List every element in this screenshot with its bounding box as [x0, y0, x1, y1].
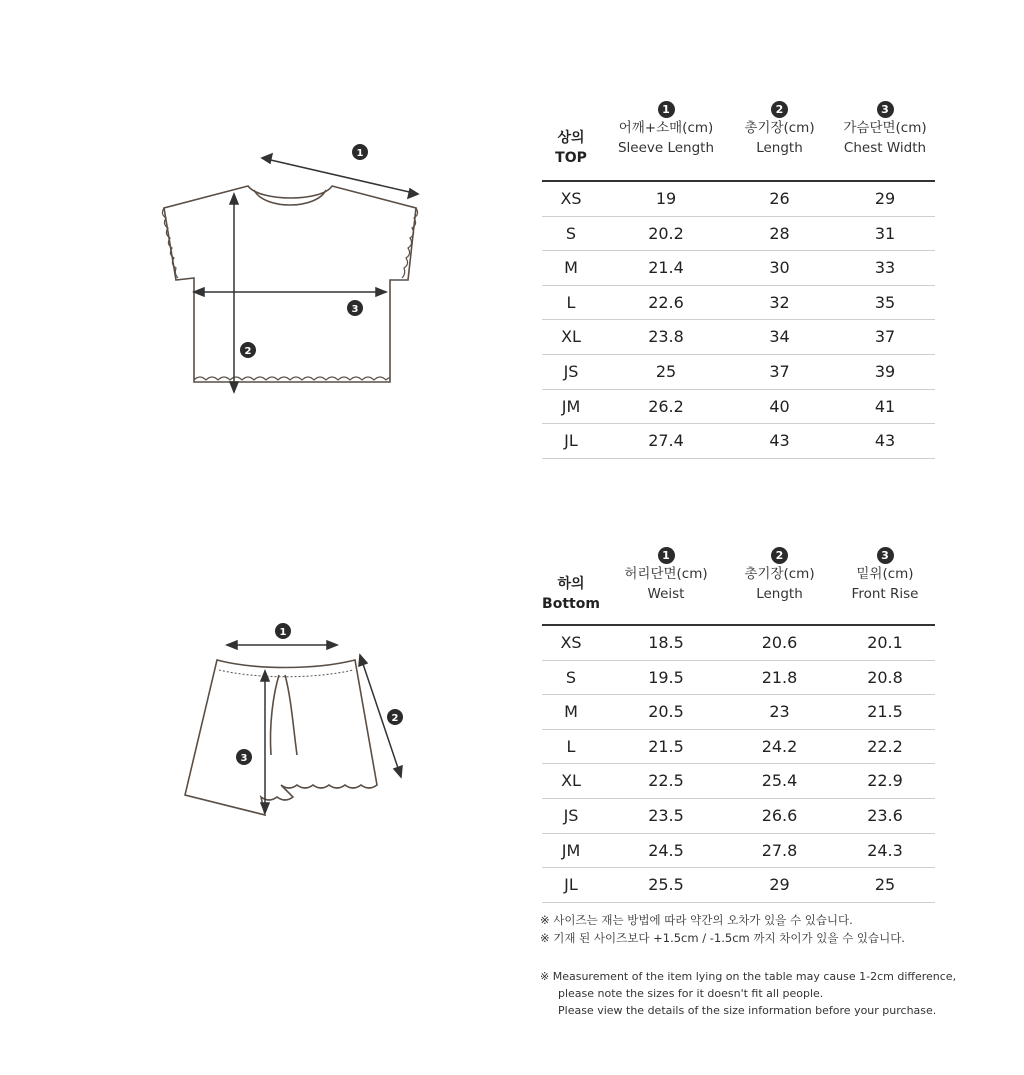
number-badge: 1: [658, 547, 675, 564]
value-cell: 25: [655, 361, 677, 381]
top-label: 상의 TOP: [555, 130, 587, 166]
bottom-marker-2: [387, 709, 403, 725]
size-cell: XS: [560, 633, 582, 652]
note-en-3: Please view the details of the size information before your purchase.: [558, 1004, 937, 1017]
value-cell: 40: [769, 396, 790, 416]
top-col-length: 2 총기장(cm) Length: [744, 103, 815, 156]
table-row: [542, 390, 935, 425]
table-row: [542, 868, 935, 903]
value-cell: 43: [769, 431, 790, 451]
value-cell: 30: [769, 258, 790, 278]
value-cell: 20.5: [648, 702, 684, 722]
table-row: [542, 626, 935, 661]
value-cell: 22.6: [648, 292, 684, 312]
size-cell: S: [565, 667, 577, 687]
value-cell: 41: [874, 396, 896, 416]
value-cell: 27.8: [761, 840, 798, 860]
value-cell: 24.3: [867, 840, 903, 860]
svg-text:3: 3: [351, 304, 359, 315]
value-cell: 25.5: [648, 875, 684, 895]
value-cell: 20.1: [867, 633, 903, 652]
size-cell: JL: [564, 431, 578, 451]
value-cell: 28: [769, 223, 790, 243]
value-cell: 23.5: [648, 805, 684, 825]
svg-text:1: 1: [356, 148, 364, 159]
table-row: [542, 424, 935, 459]
value-cell: 21.5: [648, 736, 684, 756]
bottom-marker-1: [275, 623, 291, 639]
size-cell: M: [564, 258, 578, 278]
value-cell: 37: [874, 327, 896, 347]
table-row: [542, 320, 935, 355]
value-cell: 26: [769, 189, 790, 208]
svg-text:1: 1: [279, 627, 287, 638]
table-row: [542, 730, 935, 765]
value-cell: 22.2: [867, 736, 903, 756]
english-notes: [540, 968, 956, 1019]
value-cell: 26.2: [648, 396, 684, 416]
bottom-table-header: [542, 544, 935, 618]
top-marker-3: [347, 300, 363, 316]
size-cell: JM: [561, 396, 581, 416]
value-cell: 33: [874, 258, 896, 278]
value-cell: 21.5: [867, 702, 903, 722]
svg-text:3: 3: [240, 753, 248, 764]
value-cell: 37: [769, 361, 790, 381]
note-ko-1: ※ 사이즈는 재는 방법에 따라 약간의 오차가 있을 수 있습니다.: [540, 913, 853, 927]
value-cell: 31: [874, 223, 896, 243]
value-cell: 22.5: [648, 771, 684, 791]
table-row: [542, 799, 935, 834]
value-cell: 29: [874, 189, 896, 208]
top-size-table: [542, 98, 935, 459]
value-cell: 23.6: [867, 805, 903, 825]
bottom-col-rise: 3 밑위(cm) Front Rise: [851, 549, 919, 602]
note-ko-2: ※ 기재 된 사이즈보다 +1.5cm / -1.5cm 까지 차이가 있을 수 있습니다.: [540, 931, 905, 945]
svg-text:2: 2: [244, 346, 252, 357]
bottom-marker-3: [236, 749, 252, 765]
size-cell: JS: [563, 361, 579, 381]
bottom-size-table: [542, 544, 935, 903]
top-col-chest: 3 가슴단면(cm) Chest Width: [843, 103, 927, 156]
value-cell: 24.2: [761, 736, 798, 756]
size-cell: JS: [563, 805, 579, 825]
value-cell: 32: [769, 292, 790, 312]
bottom-illustration: [165, 615, 425, 830]
value-cell: 20.6: [761, 633, 798, 652]
value-cell: 29: [769, 875, 790, 895]
table-row: [542, 764, 935, 799]
value-cell: 23.8: [648, 327, 684, 347]
table-row: [542, 355, 935, 390]
bottom-label: 하의 Bottom: [542, 576, 600, 612]
value-cell: 25: [874, 875, 896, 895]
size-cell: S: [565, 223, 577, 243]
value-cell: 20.2: [648, 223, 684, 243]
value-cell: 18.5: [648, 633, 684, 652]
top-col-sleeve: 1 어깨+소매(cm) Sleeve Length: [617, 103, 715, 156]
value-cell: 27.4: [648, 431, 684, 451]
number-badge: 2: [771, 101, 788, 118]
value-cell: 21.8: [761, 667, 798, 687]
value-cell: 23: [769, 702, 790, 722]
size-cell: M: [564, 702, 578, 722]
value-cell: 19.5: [648, 667, 684, 687]
number-badge: 2: [771, 547, 788, 564]
value-cell: 24.5: [648, 840, 684, 860]
top-illustration: [150, 130, 450, 410]
size-cell: XL: [561, 771, 581, 791]
value-cell: 25.4: [761, 771, 798, 791]
bottom-col-length: 2 총기장(cm) Length: [744, 549, 815, 602]
table-row: [542, 286, 935, 321]
note-en-1: ※ Measurement of the item lying on the table may cause 1-2cm difference,: [540, 970, 957, 983]
note-en-2: please note the sizes for it doesn't fit all people.: [558, 987, 824, 1000]
size-cell: JL: [564, 875, 578, 895]
size-cell: L: [566, 292, 576, 312]
size-cell: XL: [561, 327, 581, 347]
bottom-col-waist: 1 허리단면(cm) Weist: [624, 549, 708, 602]
top-marker-1: [352, 144, 368, 160]
value-cell: 22.9: [867, 771, 903, 791]
size-cell: XS: [560, 189, 582, 208]
table-row: [542, 182, 935, 217]
top-marker-2: [240, 342, 256, 358]
table-row: [542, 661, 935, 696]
size-cell: L: [566, 736, 576, 756]
value-cell: 20.8: [867, 667, 903, 687]
value-cell: 35: [874, 292, 896, 312]
table-row: [542, 695, 935, 730]
number-badge: 1: [658, 101, 675, 118]
value-cell: 39: [874, 361, 896, 381]
value-cell: 19: [655, 189, 677, 208]
top-table-header: [542, 98, 935, 172]
value-cell: 26.6: [761, 805, 798, 825]
value-cell: 21.4: [648, 258, 684, 278]
value-cell: 43: [874, 431, 896, 451]
value-cell: 34: [769, 327, 790, 347]
size-cell: JM: [561, 840, 581, 860]
table-row: [542, 834, 935, 869]
svg-text:2: 2: [391, 713, 399, 724]
korean-notes: [540, 911, 905, 947]
table-row: [542, 251, 935, 286]
table-row: [542, 217, 935, 252]
number-badge: 3: [877, 101, 894, 118]
number-badge: 3: [877, 547, 894, 564]
